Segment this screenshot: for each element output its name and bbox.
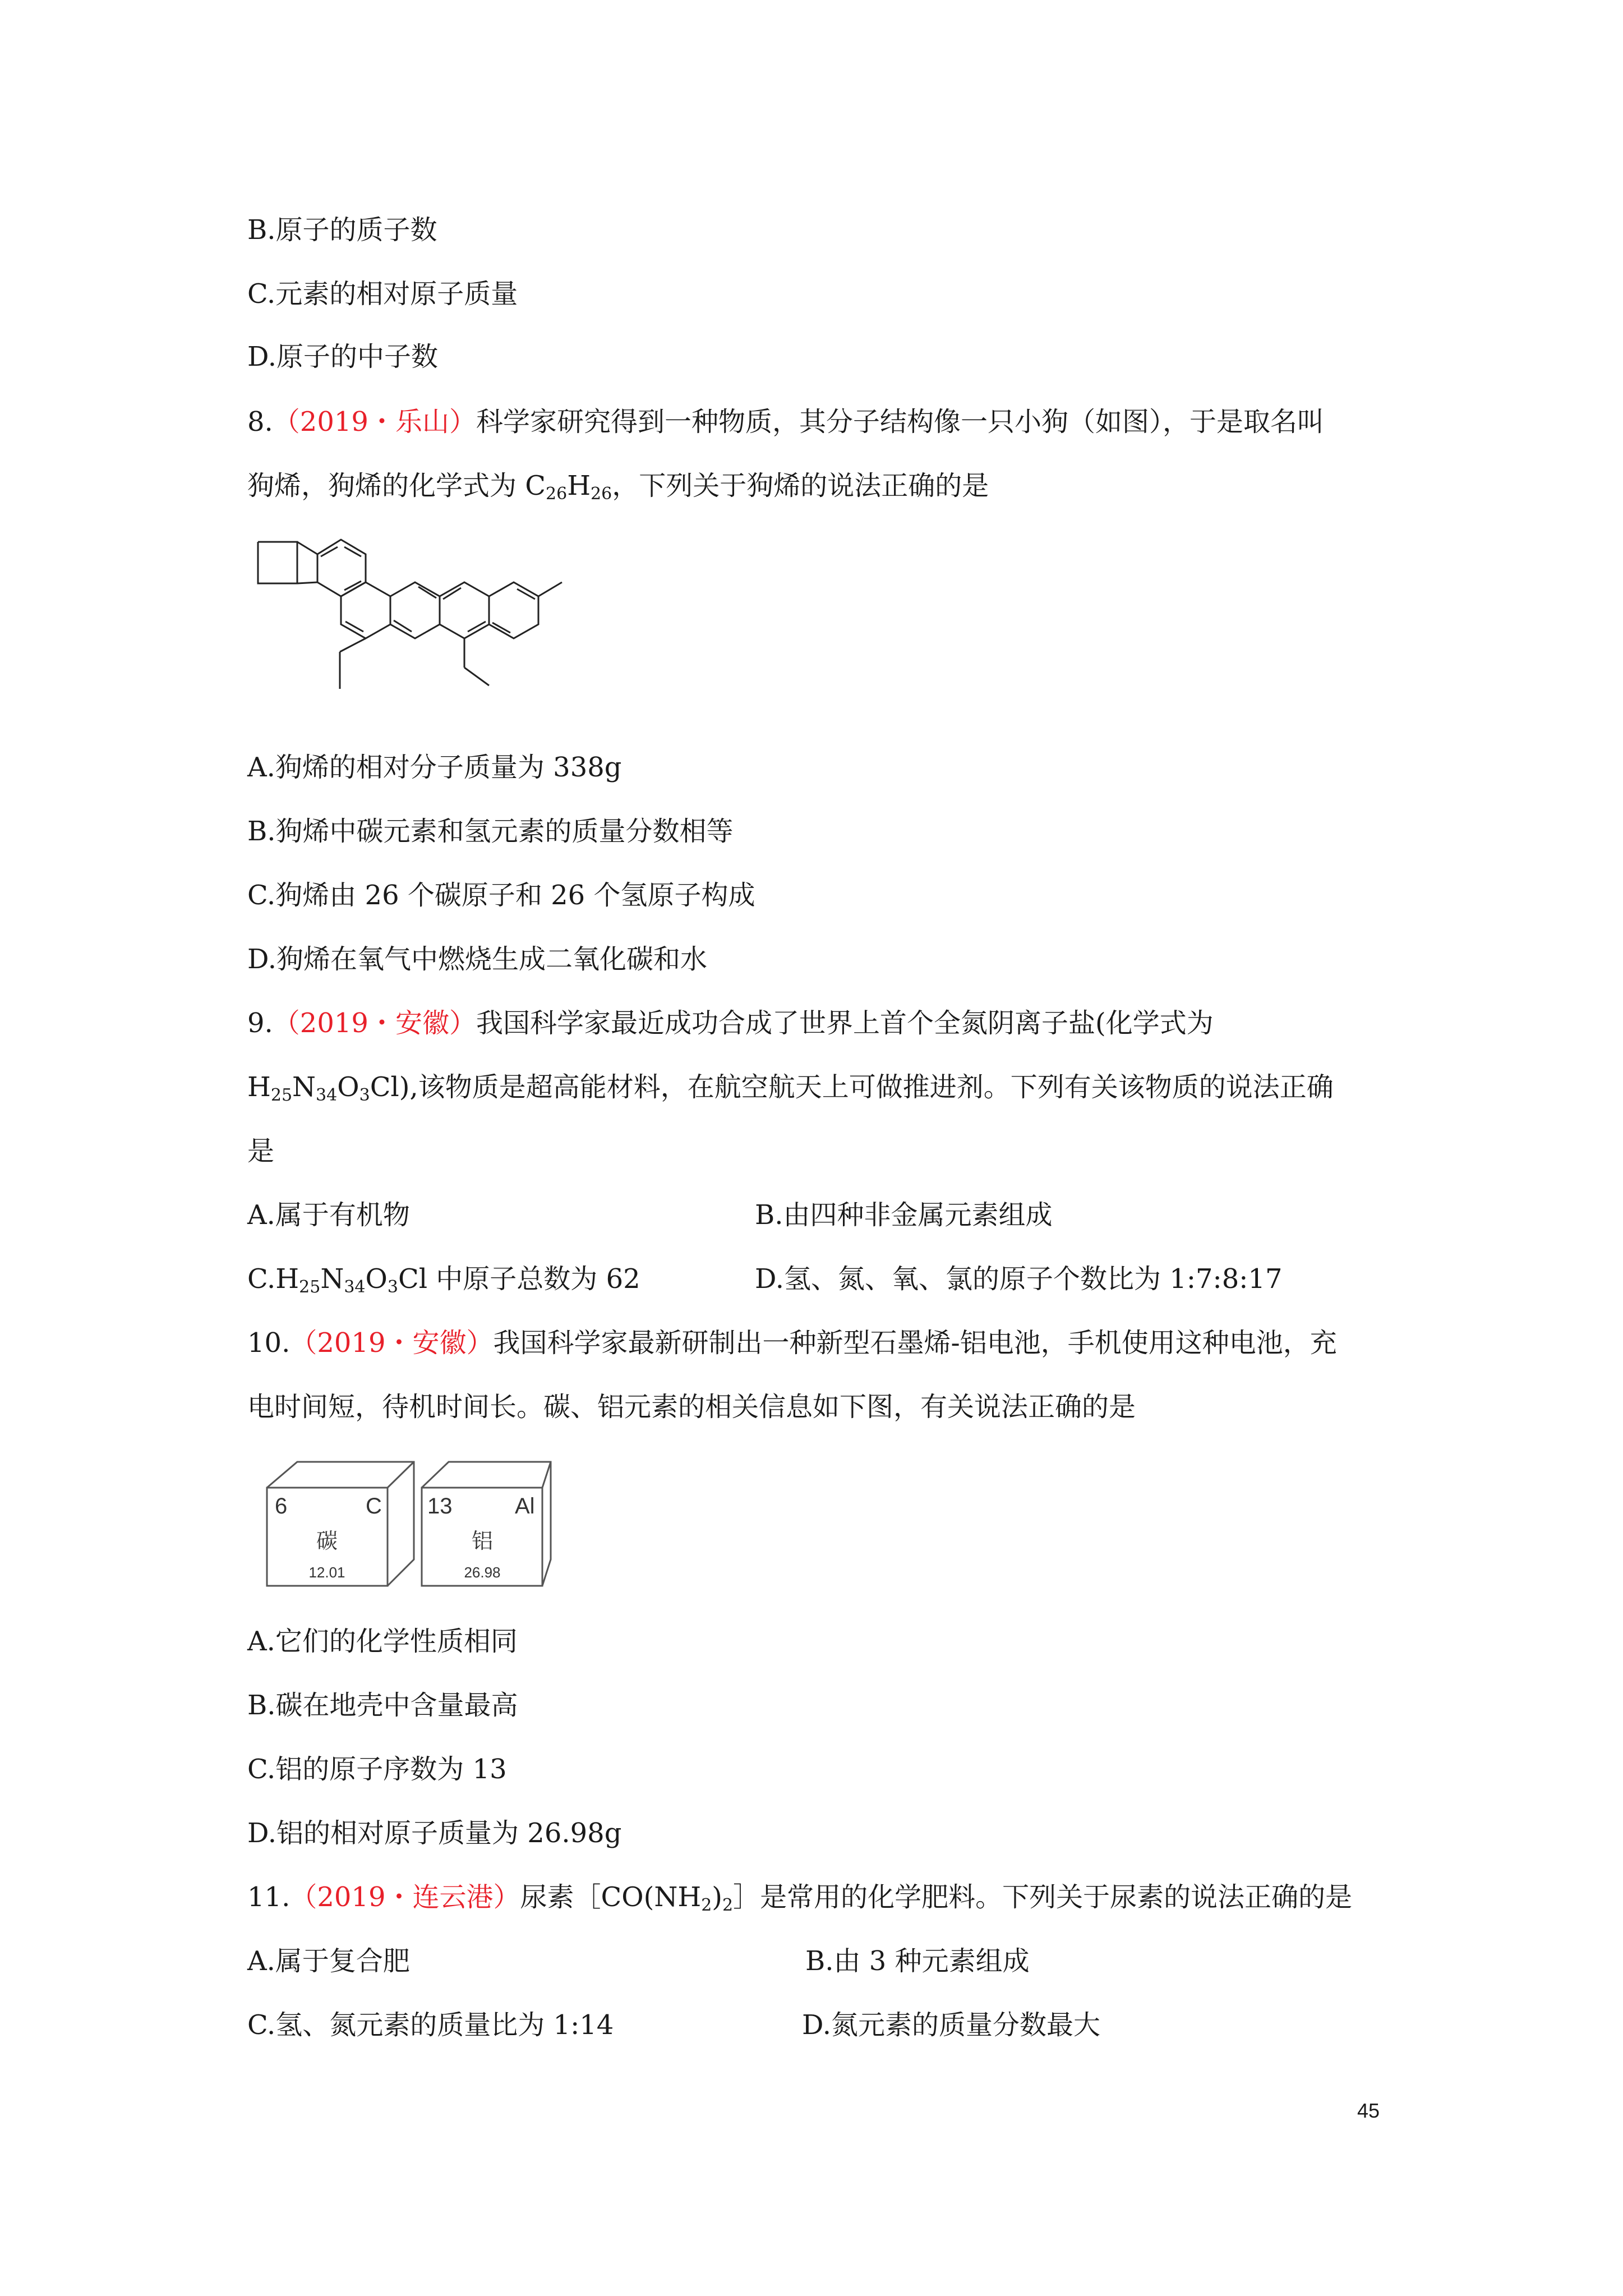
q10-text: 我国科学家最新研制出一种新型石墨烯-铝电池，手机使用这种电池，充: [493, 1327, 1337, 1359]
q9-number: 9.: [247, 1007, 273, 1039]
q10-option-a: A.它们的化学性质相同: [247, 1626, 518, 1657]
q8-option-a: A.狗烯的相对分子质量为 338g: [247, 752, 622, 783]
q11-option-c: C.氢、氮元素的质量比为 1:14: [247, 2009, 614, 2041]
carbon-name: 碳: [316, 1530, 338, 1553]
subscript: 3: [387, 1277, 398, 1297]
q11-option-a: A.属于复合肥: [247, 1945, 410, 1977]
q10-option-b: B.碳在地壳中含量最高: [247, 1690, 518, 1721]
q10-option-c: C.铝的原子序数为 13: [247, 1754, 507, 1785]
formula-letter: O: [365, 1263, 388, 1295]
formula-letter: H: [247, 1071, 271, 1103]
subscript: 26: [546, 484, 568, 504]
q10-option-d: D.铝的相对原子质量为 26.98g: [247, 1818, 622, 1849]
formula-letter: N: [292, 1071, 316, 1103]
subscript: 34: [316, 1085, 338, 1105]
q9-source: （2019・安徽）: [273, 1007, 476, 1039]
q10-source: （2019・安徽）: [290, 1327, 494, 1359]
page-number: 45: [1357, 2099, 1380, 2122]
carbon-mass: 12.01: [308, 1564, 345, 1581]
q10-stem-line2: 电时间短，待机时间长。碳、铝元素的相关信息如下图，有关说法正确的是: [247, 1391, 1136, 1423]
element-cards-diagram: [264, 1458, 555, 1593]
q9-stem-line3: 是: [247, 1135, 275, 1167]
q11-option-b: B.由 3 种元素组成: [805, 1945, 1030, 1977]
q8-stem-line2: [247, 469, 989, 503]
subscript: 2: [722, 1895, 734, 1915]
q11-text-pre: 尿素［CO(NH: [520, 1881, 702, 1913]
formula-letter: N: [320, 1263, 344, 1295]
q9-option-d: D.氢、氮、氧、氯的原子个数比为 1:7:8:17: [755, 1263, 1283, 1295]
subscript: 3: [359, 1085, 370, 1105]
formula-letter: Cl: [370, 1071, 399, 1103]
q11-number: 11.: [247, 1881, 291, 1913]
q9-option-a: A.属于有机物: [247, 1199, 410, 1231]
q11-source: （2019・连云港）: [290, 1881, 520, 1913]
q11-text-post: ］是常用的化学肥料。下列关于尿素的说法正确的是: [733, 1881, 1353, 1913]
formula-letter: H: [567, 470, 591, 501]
subscript: 25: [299, 1277, 321, 1297]
q9-option-c-pre: C.H: [247, 1263, 299, 1295]
q9-stem-line1: [247, 1006, 1214, 1040]
q9-text: 我国科学家最近成功合成了世界上首个全氮阴离子盐(化学式为: [476, 1007, 1214, 1039]
q8-source: （2019・乐山）: [273, 406, 476, 438]
subscript: 26: [591, 484, 612, 504]
q8-option-c: C.狗烯由 26 个碳原子和 26 个氢原子构成: [247, 880, 755, 911]
aluminium-mass: 26.98: [464, 1564, 501, 1581]
subscript: 2: [701, 1895, 712, 1915]
q9-text-post: ),该物质是超高能材料，在航空航天上可做推进剂。下列有关该物质的说法正确: [399, 1071, 1334, 1103]
q9-option-c-post: Cl 中原子总数为 62: [398, 1263, 640, 1295]
q10-stem-line1: [247, 1326, 1337, 1360]
q9-option-c: [247, 1262, 640, 1296]
q8-option-d: D.狗烯在氧气中燃烧生成二氧化碳和水: [247, 944, 708, 975]
q8-stem-line1: [247, 405, 1324, 439]
q8-option-b: B.狗烯中碳元素和氢元素的质量分数相等: [247, 816, 734, 847]
aluminium-name: 铝: [471, 1530, 494, 1553]
q11-option-d: D.氮元素的质量分数最大: [802, 2009, 1101, 2041]
q8-text-post: ，下列关于狗烯的说法正确的是: [612, 470, 989, 501]
q8-text-pre: 狗烯，狗烯的化学式为 C: [247, 470, 546, 501]
q8-number: 8.: [247, 406, 273, 438]
q11-stem: [247, 1880, 1352, 1914]
option-b: B.原子的质子数: [247, 214, 437, 246]
aluminium-symbol: Al: [515, 1494, 535, 1519]
dogene-structure-diagram: [247, 527, 594, 729]
q9-stem-line2: [247, 1070, 1334, 1104]
carbon-symbol: C: [366, 1494, 382, 1519]
formula-letter: O: [337, 1071, 359, 1103]
q10-number: 10.: [247, 1327, 291, 1359]
subscript: 25: [270, 1085, 293, 1105]
subscript: 34: [344, 1277, 366, 1297]
formula-paren: ): [712, 1881, 723, 1913]
q8-text: 科学家研究得到一种物质，其分子结构像一只小狗（如图），于是取名叫: [476, 406, 1324, 438]
option-d: D.原子的中子数: [247, 341, 439, 372]
option-c: C.元素的相对原子质量: [247, 278, 518, 310]
carbon-atomic-number: 6: [275, 1494, 288, 1519]
q9-option-b: B.由四种非金属元素组成: [755, 1199, 1053, 1231]
aluminium-atomic-number: 13: [427, 1494, 453, 1519]
